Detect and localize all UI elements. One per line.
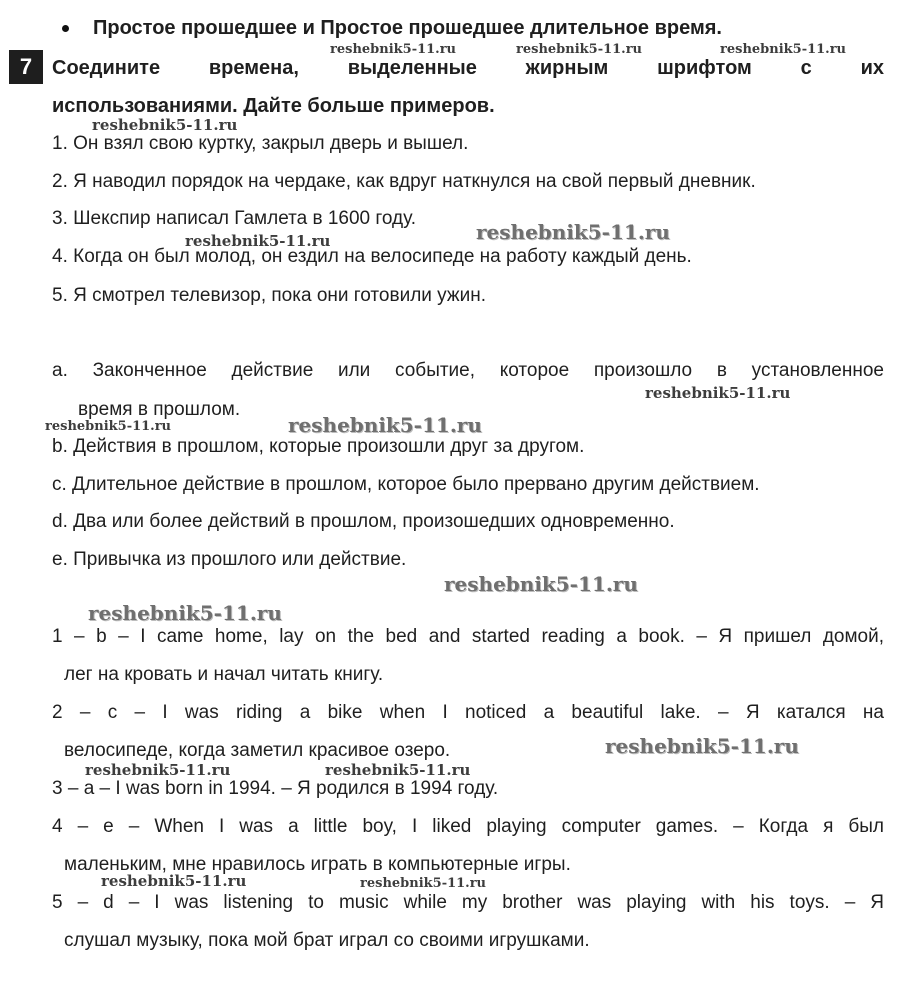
watermark: reshebnik5-11.ru <box>360 876 487 891</box>
answer-2-line2: велосипеде, когда заметил красивое озеро. <box>64 740 451 761</box>
usage-e: e. Привычка из прошлого или действие. <box>52 549 407 570</box>
task-instruction-line2: использованиями. Дайте больше примеров. <box>52 95 495 117</box>
answer-4-line2: маленьким, мне нравилось играть в компьютерные игры. <box>64 854 571 875</box>
watermark: reshebnik5-11.ru <box>92 116 238 134</box>
answer-5-line1: 5 – d – I was listening to music while my brother was playing with his toys. – Я <box>52 892 884 913</box>
watermark: reshebnik5-11.ru <box>85 761 231 779</box>
watermark: reshebnik5-11.ru <box>720 42 847 57</box>
usage-b: b. Действия в прошлом, которые произошли друг за другом. <box>52 436 585 457</box>
watermark: reshebnik5-11.ru <box>330 42 457 57</box>
answer-5-line2: слушал музыку, пока мой брат играл со своими игрушками. <box>64 930 590 951</box>
sentence-1: 1. Он взял свою куртку, закрыл дверь и вышел. <box>52 133 469 154</box>
section-title: Простое прошедшее и Простое прошедшее длительное время. <box>93 17 722 39</box>
sentence-5: 5. Я смотрел телевизор, пока они готовили ужин. <box>52 285 486 306</box>
sentence-2: 2. Я наводил порядок на чердаке, как вдруг наткнулся на свой первый дневник. <box>52 171 756 192</box>
usage-d: d. Два или более действий в прошлом, произошедших одновременно. <box>52 511 675 532</box>
watermark-large: reshebnik5-11.ru <box>476 220 670 244</box>
watermark-large: reshebnik5-11.ru <box>605 734 799 758</box>
answer-4-line1: 4 – e – When I was a little boy, I liked playing computer games. – Когда я был <box>52 816 884 837</box>
exercise-number-badge: 7 <box>9 50 43 84</box>
watermark-large: reshebnik5-11.ru <box>444 572 638 596</box>
sentence-3: 3. Шекспир написал Гамлета в 1600 году. <box>52 208 417 229</box>
watermark: reshebnik5-11.ru <box>325 761 471 779</box>
watermark: reshebnik5-11.ru <box>45 419 172 434</box>
watermark-large: reshebnik5-11.ru <box>88 601 282 625</box>
usage-c: c. Длительное действие в прошлом, которое было прервано другим действием. <box>52 474 760 495</box>
watermark-large: reshebnik5-11.ru <box>288 413 482 437</box>
answer-1-line1: 1 – b – I came home, lay on the bed and started reading a book. – Я пришел домой, <box>52 626 884 647</box>
answer-3-line1: 3 – a – I was born in 1994. – Я родился в 1994 году. <box>52 778 499 799</box>
watermark: reshebnik5-11.ru <box>185 232 331 250</box>
watermark: reshebnik5-11.ru <box>101 872 247 890</box>
task-instruction-line1: Соедините времена, выделенные жирным шрифтом с их <box>52 57 884 79</box>
answer-1-line2: лег на кровать и начал читать книгу. <box>64 664 384 685</box>
usage-a-line1: a. Законченное действие или событие, которое произошло в установленное <box>52 360 884 381</box>
watermark: reshebnik5-11.ru <box>516 42 643 57</box>
usage-a-line2: время в прошлом. <box>78 399 241 420</box>
sentence-4: 4. Когда он был молод, он ездил на велосипеде на работу каждый день. <box>52 246 692 267</box>
watermark: reshebnik5-11.ru <box>645 384 791 402</box>
answer-2-line1: 2 – c – I was riding a bike when I noticed a beautiful lake. – Я катался на <box>52 702 884 723</box>
bullet-dot <box>62 25 69 32</box>
